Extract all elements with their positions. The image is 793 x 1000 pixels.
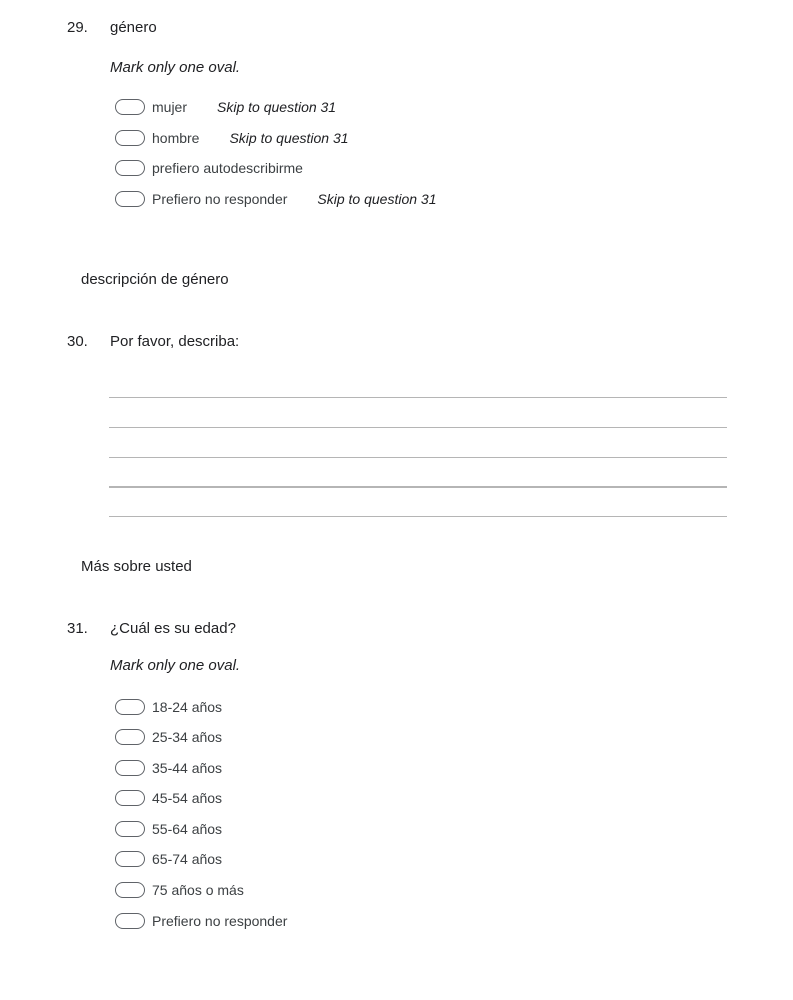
option-mujer[interactable]: [115, 97, 336, 117]
skip-note: Skip to question 31: [317, 191, 437, 207]
option-hombre[interactable]: [115, 128, 349, 148]
answer-line[interactable]: [109, 486, 727, 488]
option-age-45-54[interactable]: [115, 788, 222, 808]
answer-line[interactable]: [109, 397, 727, 398]
radio-oval[interactable]: [115, 790, 145, 806]
option-label: Prefiero no responder: [152, 191, 288, 207]
option-prefiero-no-responder[interactable]: [115, 189, 437, 209]
option-age-prefer-not[interactable]: [115, 911, 287, 931]
radio-oval[interactable]: [115, 160, 145, 176]
skip-note: Skip to question 31: [229, 130, 349, 146]
option-label: 25-34 años: [152, 729, 223, 745]
option-label: Prefiero no responder: [152, 913, 288, 929]
radio-oval[interactable]: [115, 729, 145, 745]
option-age-18-24[interactable]: [115, 697, 222, 717]
option-label: 55-64 años: [152, 821, 223, 837]
option-label: 35-44 años: [152, 760, 223, 776]
option-age-55-64[interactable]: [115, 819, 222, 839]
radio-oval[interactable]: [115, 699, 145, 715]
section-title-gender-description: descripción de género: [81, 271, 229, 288]
answer-line[interactable]: [109, 427, 727, 428]
option-label: prefiero autodescribirme: [152, 160, 303, 176]
answer-line[interactable]: [109, 457, 727, 458]
question-29-number: 29.: [67, 19, 88, 36]
skip-note: Skip to question 31: [217, 99, 337, 115]
option-label: 75 años o más: [152, 882, 244, 898]
option-age-35-44[interactable]: [115, 758, 222, 778]
option-label: mujer: [152, 99, 188, 115]
question-29-title: género: [110, 19, 157, 36]
option-label: hombre: [152, 130, 200, 146]
radio-oval[interactable]: [115, 851, 145, 867]
radio-oval[interactable]: [115, 760, 145, 776]
radio-oval[interactable]: [115, 913, 145, 929]
option-label: 45-54 años: [152, 790, 223, 806]
question-31-instruction: Mark only one oval.: [110, 657, 241, 674]
option-label: 65-74 años: [152, 851, 223, 867]
question-31-number: 31.: [67, 620, 88, 637]
question-29-instruction: Mark only one oval.: [110, 59, 241, 76]
radio-oval[interactable]: [115, 821, 145, 837]
radio-oval[interactable]: [115, 882, 145, 898]
question-31-title: ¿Cuál es su edad?: [110, 620, 236, 637]
question-30-number: 30.: [67, 333, 88, 350]
option-age-65-74[interactable]: [115, 849, 222, 869]
radio-oval[interactable]: [115, 99, 145, 115]
question-30-title: Por favor, describa:: [110, 333, 240, 350]
option-age-25-34[interactable]: [115, 727, 222, 747]
option-age-75-plus[interactable]: [115, 880, 244, 900]
section-title-more-about-you: Más sobre usted: [81, 558, 192, 575]
option-prefiero-autodescribirme[interactable]: [115, 158, 303, 178]
radio-oval[interactable]: [115, 130, 145, 146]
radio-oval[interactable]: [115, 191, 145, 207]
answer-line[interactable]: [109, 516, 727, 517]
option-label: 18-24 años: [152, 699, 223, 715]
